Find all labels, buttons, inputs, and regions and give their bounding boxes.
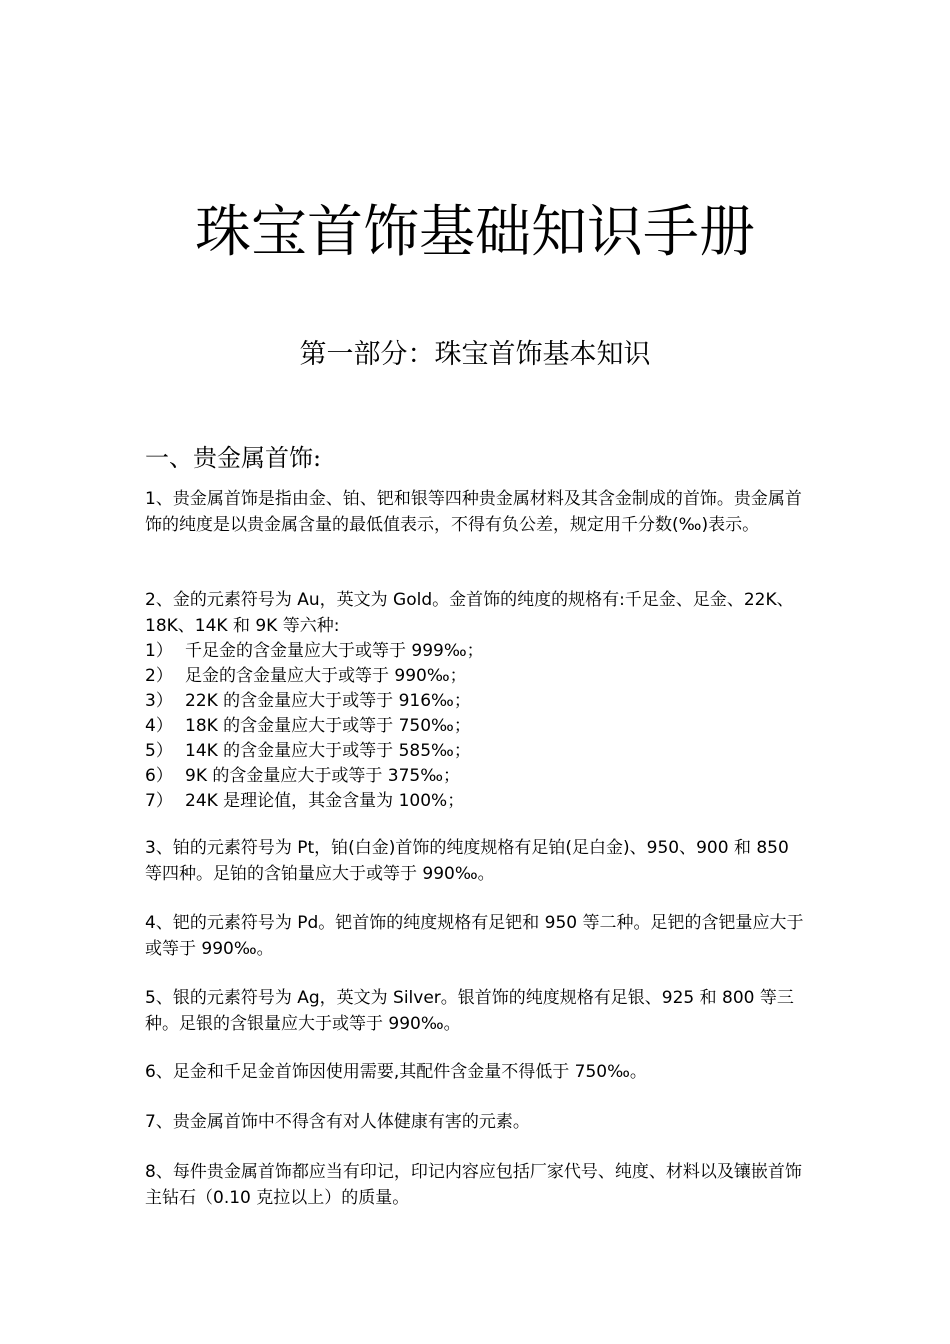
- list-item-text: 足金的含金量应大于或等于 990‰；: [185, 666, 467, 686]
- paragraph-5: [145, 985, 810, 1037]
- paragraph-4: [145, 910, 810, 962]
- paragraph-text: 1、贵金属首饰是指由金、铂、钯和银等四种贵金属材料及其含金制成的首饰。贵金属首饰的纯度是以贵金属含量的最低值表示，不得有负公差，规定用千分数(‰)表示。: [145, 489, 802, 535]
- paragraph-3: [145, 835, 810, 887]
- list-item-number: 7）: [145, 791, 173, 811]
- paragraph-7: [145, 1109, 810, 1135]
- list-item: [145, 689, 810, 714]
- paragraph-text: 4、钯的元素符号为 Pd。钯首饰的纯度规格有足钯和 950 等二种。足钯的含钯量应大于或等于 990‰。: [145, 913, 804, 959]
- paragraph-8: [145, 1159, 810, 1211]
- list-item-text: 9K 的含金量应大于或等于 375‰；: [185, 766, 461, 786]
- list-item-text: 24K 是理论值，其金含量为 100%；: [185, 791, 465, 811]
- list-item-text: 22K 的含金量应大于或等于 916‰；: [185, 691, 471, 711]
- paragraph-text: 2、金的元素符号为 Au，英文为 Gold。金首饰的纯度的规格有:千足金、足金、22K、18K、14K 和 9K 等六种:: [145, 590, 794, 636]
- list-item: [145, 664, 810, 689]
- list-item-number: 4）: [145, 716, 173, 736]
- section-heading: 一、贵金属首饰:: [145, 444, 322, 472]
- list-item: [145, 639, 810, 664]
- list-item-text: 千足金的含金量应大于或等于 999‰；: [185, 641, 484, 661]
- paragraph-text: 6、足金和千足金首饰因使用需要,其配件含金量不得低于 750‰。: [145, 1062, 647, 1082]
- list-item-number: 1）: [145, 641, 173, 661]
- list-item-text: 18K 的含金量应大于或等于 750‰；: [185, 716, 471, 736]
- list-item-number: 2）: [145, 666, 173, 686]
- list-item-number: 6）: [145, 766, 173, 786]
- paragraph-text: 5、银的元素符号为 Ag，英文为 Silver。银首饰的纯度规格有足银、925 和 800 等三种。足银的含银量应大于或等于 990‰。: [145, 988, 794, 1034]
- list-item: [145, 789, 810, 814]
- list-item: [145, 764, 810, 789]
- paragraph-text: 7、贵金属首饰中不得含有对人体健康有害的元素。: [145, 1112, 530, 1132]
- part-title: 第一部分：珠宝首饰基本知识: [299, 339, 651, 370]
- list-item-text: 14K 的含金量应大于或等于 585‰；: [185, 741, 471, 761]
- paragraph-text: 3、铂的元素符号为 Pt，铂(白金)首饰的纯度规格有足铂(足白金)、950、900 和 850 等四种。足铂的含铂量应大于或等于 990‰。: [145, 838, 789, 884]
- list-item: [145, 739, 810, 764]
- gold-purity-list: [145, 639, 810, 814]
- list-item-number: 5）: [145, 741, 173, 761]
- list-item: [145, 714, 810, 739]
- paragraph-1: [145, 486, 810, 538]
- document-title: 珠宝首饰基础知识手册: [195, 199, 755, 265]
- paragraph-6: [145, 1059, 810, 1085]
- paragraph-text: 8、每件贵金属首饰都应当有印记，印记内容应包括厂家代号、纯度、材料以及镶嵌首饰主钻石（0.10 克拉以上）的质量。: [145, 1162, 802, 1208]
- paragraph-2: [145, 587, 810, 814]
- list-item-number: 3）: [145, 691, 173, 711]
